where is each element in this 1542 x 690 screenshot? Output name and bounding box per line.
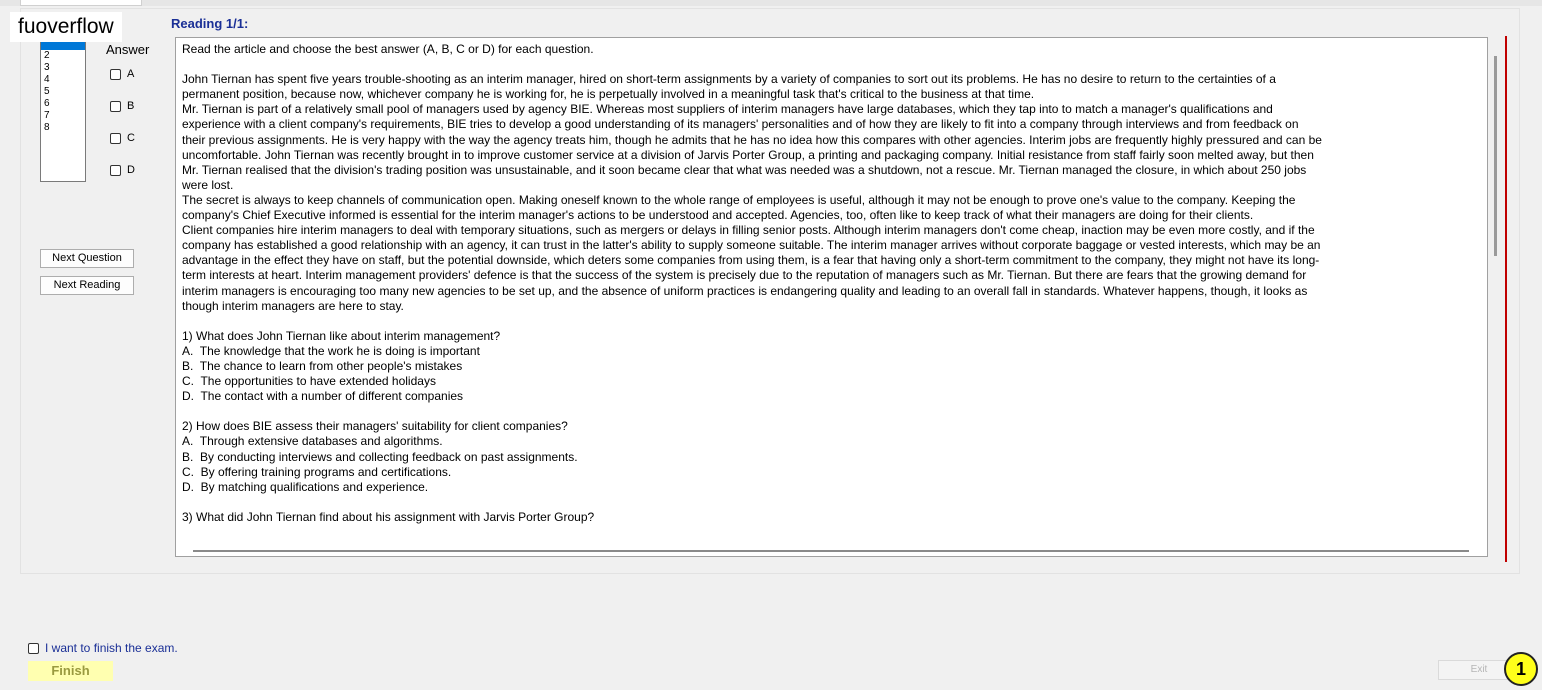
next-reading-button[interactable]: Next Reading [40, 276, 134, 295]
question-number-item[interactable]: 4 [44, 74, 50, 85]
next-question-button[interactable]: Next Question [40, 249, 134, 268]
option-a[interactable] [110, 68, 134, 80]
watermark-label: fuoverflow [10, 12, 122, 42]
question-number-item[interactable]: 3 [44, 62, 50, 73]
option-d[interactable] [110, 164, 135, 176]
option-a-checkbox[interactable] [110, 69, 121, 80]
active-tab[interactable] [20, 0, 142, 6]
question-list[interactable] [40, 40, 86, 182]
answer-label: Answer [106, 42, 150, 57]
question-number-item[interactable]: 6 [44, 98, 50, 109]
option-c-label: C [127, 132, 135, 144]
option-d-checkbox[interactable] [110, 165, 121, 176]
finish-button[interactable]: Finish [28, 661, 113, 681]
reading-textbox[interactable] [175, 37, 1488, 557]
question-number-item[interactable]: 5 [44, 86, 50, 97]
question-number-item[interactable]: 8 [44, 122, 50, 133]
selected-question-highlight[interactable] [41, 41, 85, 50]
question-number-item[interactable]: 2 [44, 50, 50, 61]
question-number-item[interactable]: 7 [44, 110, 50, 121]
option-b-checkbox[interactable] [110, 101, 121, 112]
horizontal-scrollbar[interactable] [193, 550, 1469, 552]
option-c-checkbox[interactable] [110, 133, 121, 144]
finish-exam-label: I want to finish the exam. [45, 641, 178, 655]
vertical-scrollbar-thumb[interactable] [1494, 56, 1497, 256]
finish-exam-checkbox-row[interactable] [28, 641, 178, 655]
finish-exam-checkbox[interactable] [28, 643, 39, 654]
reading-passage: Read the article and choose the best answer (A, B, C or D) for each question. John Tiernan has spent five years trouble-shooting as an interim manager, hired on short-term assignments by a variety of companies to sort out its problems. He has no desire to return to the certainties of a permanent position, because now, whichever company he is working for, he is perpetually involved in a meaningful task that's critical to the business at that time. Mr. Tiernan is part of a relatively small pool of managers used by agency BIE. Whereas most suppliers of interim managers have large databases, which they tap into to match a manager's qualifications and experience with a client company's requirements, BIE tries to develop a good understanding of its managers' personalities and of how they are likely to fit into a company through interviews and from feedback on their previous assignments. He is very happy with the way the agency treats him, though he admits that he has no idea how this compares with other agencies. Interim jobs are frequently highly pressured and can be uncomfortable. John Tiernan was recently brought in to improve customer service at a division of Jarvis Porter Group, a printing and packaging company. Initial resistance from staff fairly soon melted away, but then Mr. Tiernan realised that the division's trading position was unsustainable, and it soon became clear that what was needed was a shutdown, not a rescue. Mr. Tiernan managed the closure, in which about 250 jobs were lost. The secret is always to keep channels of communication open. Making oneself known to the whole range of employees is useful, although it may not be enough to prove one's value to the company. Keeping the company's Chief Executive informed is essential for the interim manager's actions to be understood and accepted. Agencies, too, often like to keep track of what their managers are doing for their clients. Client companies hire interim managers to deal with temporary situations, such as mergers or delays in filling senior posts. Although interim managers don't come cheap, inaction may be even more costly, and if the company has established a good relationship with an agency, it can trust in the latter's ability to supply someone suitable. The interim manager arrives without corporate baggage or vested interests, which may be an advantage in the effect they have on staff, but the potential downside, which deters some companies from using them, is a fear that having only a short-term commitment to the company, they might not have its long-term interests at heart. Interim management providers' defence is that the success of the system is precisely due to the reputation of managers such as Mr. Tiernan. But there are fears that the growing demand for interim managers is encouraging too many new agencies to be set up, and the absence of uniform practices is endangering quality and leading to an overall fall in standards. Whatever happens, though, it looks as though interim managers are here to stay. 1) What does John Tiernan like about interim management? A. The knowledge that the work he is doing is important B. The chance to learn from other people's mistakes C. The opportunities to have extended holidays D. The contact with a number of different companies 2) How does BIE assess their managers' suitability for client companies? A. Through extensive databases and algorithms. B. By conducting interviews and collecting feedback on past assignments. C. By offering training programs and certifications. D. By matching qualifications and experience. 3) What did John Tiernan find about his assignment with Jarvis Porter Group? [182, 42, 1322, 524]
step-badge: 1 [1504, 652, 1538, 686]
option-c[interactable] [110, 132, 135, 144]
right-red-rule [1505, 36, 1507, 562]
exit-button[interactable]: Exit [1438, 660, 1520, 680]
option-b-label: B [127, 100, 135, 112]
top-tab-strip [0, 0, 1542, 6]
option-b[interactable] [110, 100, 134, 112]
option-a-label: A [127, 68, 135, 80]
reading-title: Reading 1/1: [171, 16, 249, 31]
option-d-label: D [127, 164, 135, 176]
